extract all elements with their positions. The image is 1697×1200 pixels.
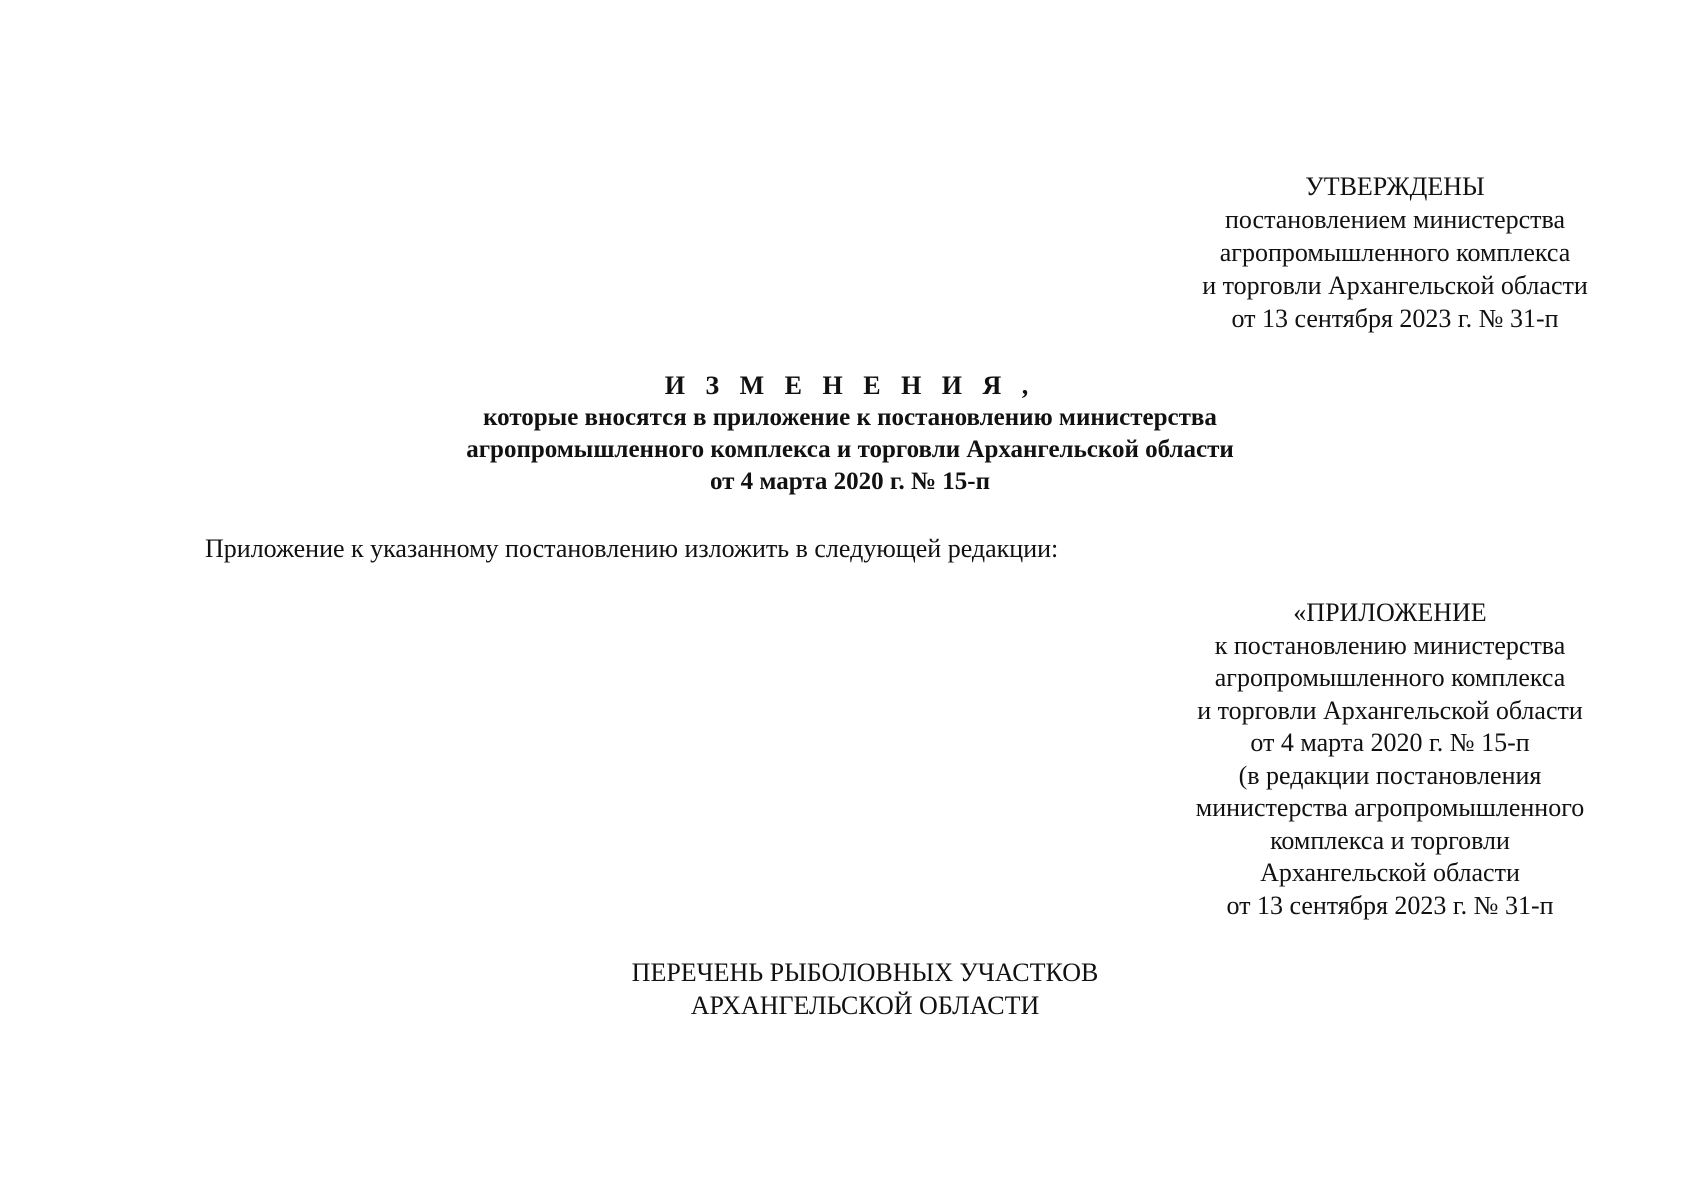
appendix-line-10: от 13 сентября 2023 г. № 31-п: [1226, 890, 1554, 920]
approval-line-4: и торговли Архангельской области: [1202, 271, 1588, 300]
appendix-line-6: (в редакции постановления: [1238, 760, 1542, 790]
appendix-line-2: к постановлению министерства: [1214, 630, 1566, 660]
appendix-line-1: «ПРИЛОЖЕНИЕ: [1293, 598, 1487, 627]
changes-subtitle-line-1: которые вносятся в приложение к постановлению министерства: [483, 404, 1217, 431]
changes-heading: [300, 370, 1400, 498]
changes-subtitle-line-3: от 4 марта 2020 г. № 15-п: [709, 468, 991, 495]
approval-line-2: постановлением министерства: [1224, 205, 1566, 234]
approval-stamp-block: [1155, 170, 1635, 335]
list-title-line-2: АРХАНГЕЛЬСКОЙ ОБЛАСТИ: [690, 991, 1040, 1020]
changes-subtitle-line-2: агропромышленного комплекса и торговли Архангельской области: [466, 436, 1234, 463]
approval-line-5: от 13 сентября 2023 г. № 31-п: [1231, 304, 1559, 333]
appendix-header-block: [1150, 597, 1630, 922]
appendix-line-4: и торговли Архангельской области: [1197, 695, 1583, 725]
approval-line-3: агропромышленного комплекса: [1219, 238, 1571, 267]
intro-paragraph: Приложение к указанному постановлению изложить в следующей редакции:: [205, 534, 1059, 563]
list-title-line-1: ПЕРЕЧЕНЬ РЫБОЛОВНЫХ УЧАСТКОВ: [631, 958, 1099, 987]
list-title: [565, 956, 1165, 1022]
changes-title: И З М Е Н Е Н И Я ,: [664, 371, 1036, 400]
appendix-line-8: комплекса и торговли: [1270, 825, 1510, 855]
appendix-line-5: от 4 марта 2020 г. № 15-п: [1250, 728, 1530, 757]
appendix-line-9: Архангельской области: [1260, 858, 1520, 887]
appendix-line-7: министерства агропромышленного: [1195, 793, 1585, 822]
appendix-line-3: агропромышленного комплекса: [1214, 663, 1566, 692]
approval-line-1: УТВЕРЖДЕНЫ: [1305, 172, 1485, 201]
